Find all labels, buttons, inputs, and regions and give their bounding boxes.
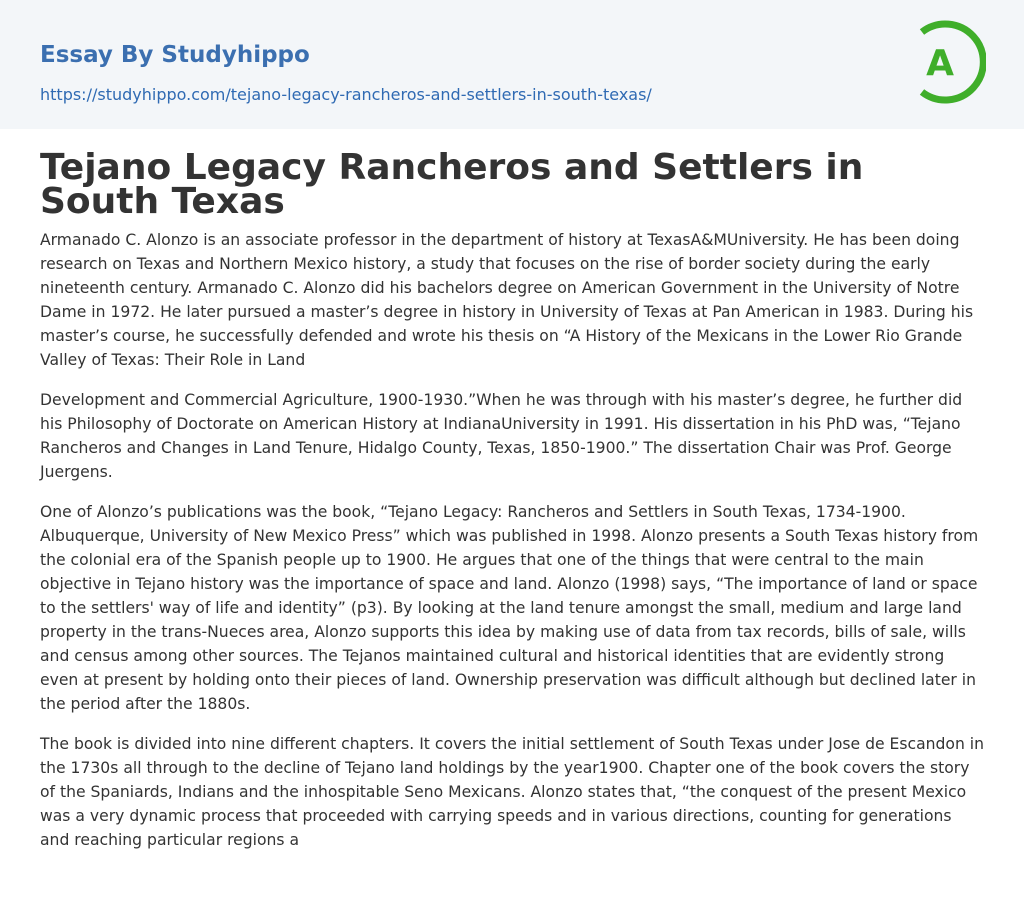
site-brand[interactable]: Essay By Studyhippo bbox=[40, 42, 310, 68]
article-title: Tejano Legacy Rancheros and Settlers in South Texas bbox=[40, 147, 864, 222]
article-body bbox=[40, 228, 984, 868]
article-paragraph: One of Alonzo’s publications was the book, “Tejano Legacy: Rancheros and Settlers in South Texas, 1734-1900. Albuquerque, University of New Mexico Press” which was published in 1998. Alonzo presents a South Texas history from the colonial era of the Spanish people up to 1900. He argues that one of the things that were central to the main objective in Tejano history was the importance of space and land. Alonzo (1998) says, “The importance of land or space to the settlers' way of life and identity” (p3). By looking at the land tenure amongst the small, medium and large land property in the trans-Nueces area, Alonzo supports this idea by making use of data from tax records, bills of sale, wills and census among other sources. The Tejanos maintained cultural and historical identities that are evidently strong even at present by holding onto their pieces of land. Ownership preservation was difficult although but declined later in the period after the 1880s. bbox=[40, 503, 979, 713]
article-paragraph: Armanado C. Alonzo is an associate professor in the department of history at TexasA&MUniversity. He has been doing research on Texas and Northern Mexico history, a study that focuses on the rise of border society during the early nineteenth century. Armanado C. Alonzo did his bachelors degree on American Government in the University of Notre Dame in 1972. He later pursued a master’s degree in history in University of Texas at Pan American in 1983. During his master’s course, he successfully defended and wrote his thesis on “A History of the Mexicans in the Lower Rio Grande Valley of Texas: Their Role in Land bbox=[40, 231, 974, 369]
article-paragraph: Development and Commercial Agriculture, 1900-1930.”When he was through with his master’s degree, he further did his Philosophy of Doctorate on American History at IndianaUniversity in 1991. His dissertation in his PhD was, “Tejano Rancheros and Changes in Land Tenure, Hidalgo County, Texas, 1850-1900.” The dissertation Chair was Prof. George Juergens. bbox=[40, 391, 963, 481]
article-url-link[interactable]: https://studyhippo.com/tejano-legacy-rancheros-and-settlers-in-south-texas/ bbox=[40, 85, 652, 104]
article-paragraph: The book is divided into nine different chapters. It covers the initial settlement of South Texas under Jose de Escandon in the 1730s all through to the decline of Tejano land holdings by the year1900. Chapter one of the book covers the story of the Spaniards, Indians and the inhospitable Seno Mexicans. Alonzo states that, “the conquest of the present Mexico was a very dynamic process that proceeded with carrying speeds and in various directions, counting for generations and reaching particular regions a bbox=[40, 735, 984, 849]
logo-letter: A bbox=[926, 43, 954, 84]
